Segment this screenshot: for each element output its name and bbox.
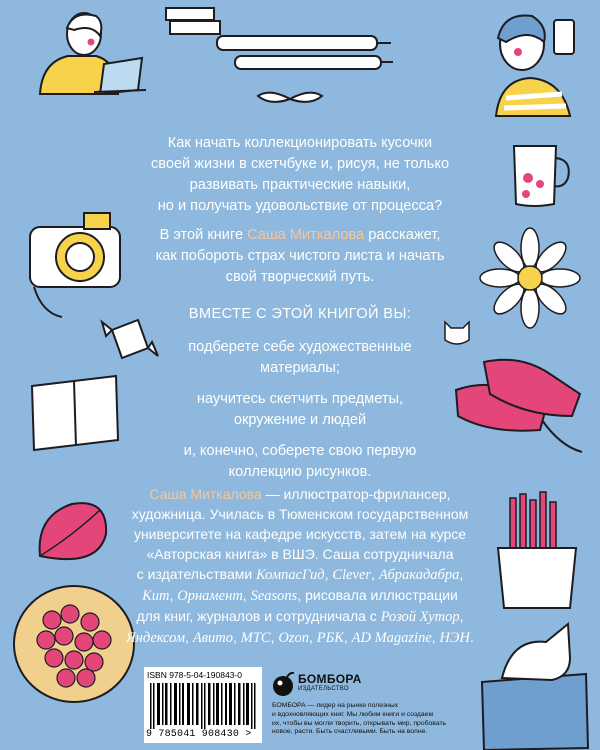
benefit-item: научитесь скетчить предметы, окружение и людей [196,391,404,428]
intro-line: Как начать коллекционировать кусочки [167,135,433,151]
summary-line: как побороть страх чистого листа и начать [155,248,445,264]
publisher-name: БОМБОРА [298,672,362,686]
summary-line: В этой книге Саша Миткалова расскажет, [159,227,441,243]
camera-illustration [22,205,132,325]
pink-leaf-illustration [32,496,114,572]
bio-author-name: Саша Миткалова [149,486,262,502]
isbn-barcode-block [144,667,262,743]
mug-illustration [508,138,574,210]
publisher-subtitle: ИЗДАТЕЛЬСТВО [298,686,349,692]
bomb-logo-icon [272,670,296,698]
notebook-illustration [26,370,124,454]
benefits-heading: ВМЕСТЕ С ЭТОЙ КНИГОЙ ВЫ: [188,306,412,322]
bio-line: с издательствами КомпасГид, Clever, Абракадабра, [136,566,464,583]
intro-line: своей жизни в скетчбуке и, рисуя, не только [150,156,450,172]
person-laptop-illustration [34,6,150,96]
barcode-digits: 9 785041 908430 > [146,729,252,740]
bio-line: Яндексом, Авито, МТС, Ozon, РБК, AD Magazine, НЭН. [126,629,474,646]
publisher-logo [272,670,362,698]
intro-line: развивать практические навыки, [189,177,411,193]
author-highlight: Саша Миткалова [247,227,365,243]
pens-illustration [205,30,395,78]
summary-line: свой творческий путь. [225,269,375,285]
daisy-illustration [478,226,582,330]
bio-line: «Авторская книга» в ВШЭ. Саша сотрудничала [146,546,454,562]
bow-illustration [250,88,330,110]
cat-in-box-illustration [472,618,596,750]
benefit-item: подберете себе художественные материалы; [188,339,412,376]
woman-with-phone-illustration [466,2,592,118]
intro-line: но и получать удовольствие от процесса? [157,198,443,214]
intro-question [120,133,480,217]
bio-line: Кит, Орнамент, Seasons, рисовала иллюстрации [142,587,458,604]
bio-line: художница. Училась в Тюменском государственном [131,506,469,522]
bio-line: для книг, журналов и сотрудничала с Розой Хутор, [136,608,464,625]
benefits-list [120,337,480,493]
book-summary [120,225,480,288]
publisher-description: БОМБОРА — лидер на рынке полезных и вдохновляющих книг. Мы любим книги и создаем их, чтобы вы могли творить, открывать мир, пробовать новое, расти. Быть счастливыми. Быть на волне. [272,702,447,736]
bio-line: Саша Миткалова — иллюстратор-фрилансер, [149,486,451,502]
pencil-cup-illustration [490,490,586,612]
benefit-item: и, конечно, соберете свою первую коллекцию рисунков. [183,443,417,480]
isbn-number: ISBN 978-5-04-190843-0 [147,670,242,680]
barcode-icon [150,683,258,729]
author-bio [120,484,480,648]
bio-line: университете на кафедре искусств, затем на курсе [133,526,467,542]
